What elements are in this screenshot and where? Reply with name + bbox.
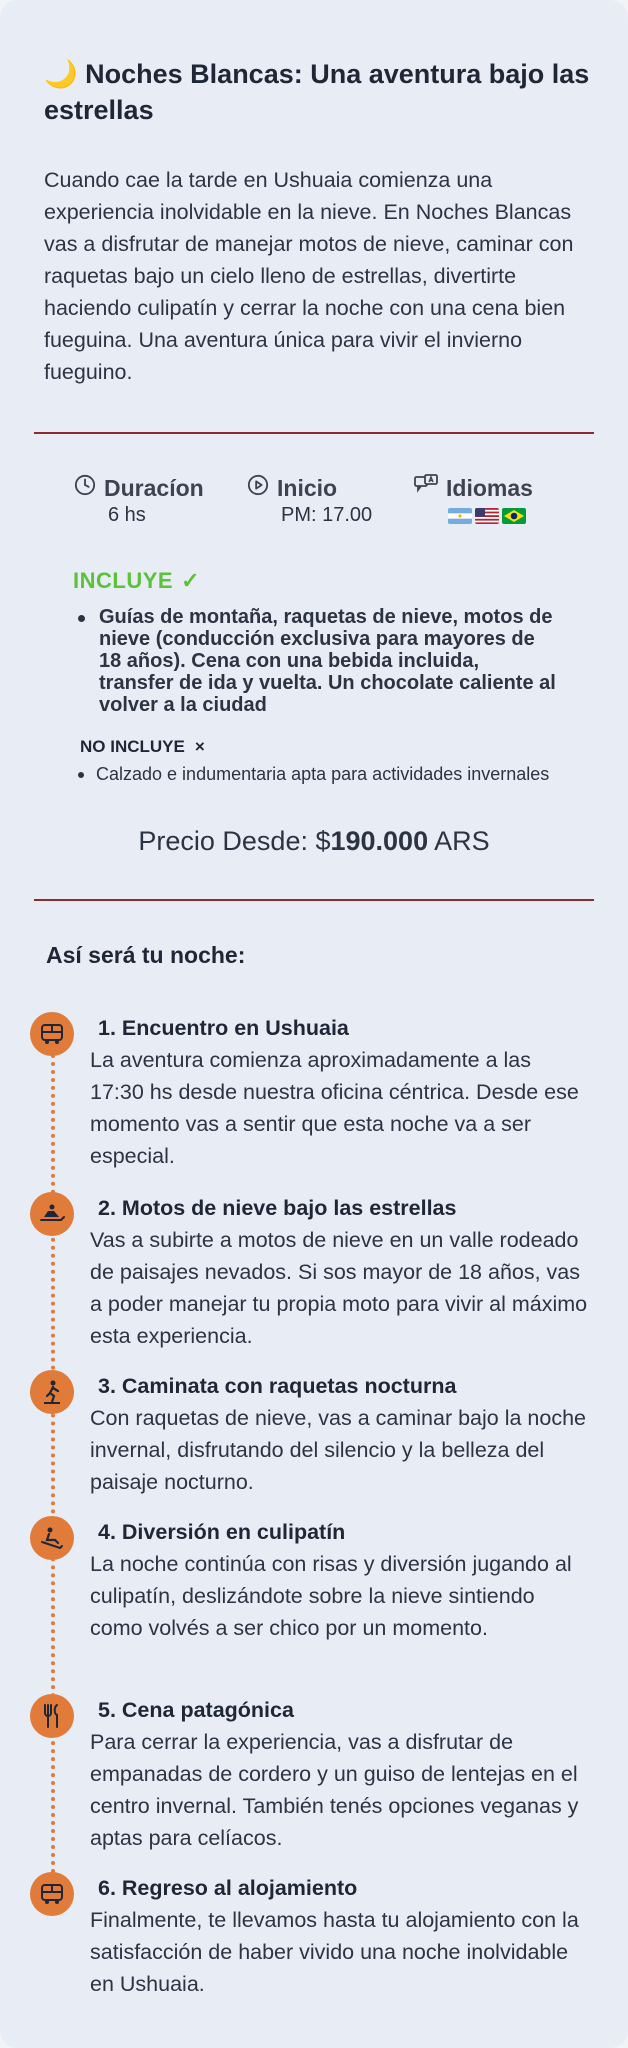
step-text: Con raquetas de nieve, vas a caminar bajo la noche invernal, disfrutando del silencio y la belleza del paisaje nocturno. [90,1406,587,1494]
includes-list [76,606,556,716]
duration-info [74,474,204,527]
sledding-icon [30,1516,74,1560]
divider-bottom [34,899,594,901]
step-title: 3. Caminata con raquetas nocturna [98,1374,457,1398]
bus-icon [30,1872,74,1916]
timeline-line [51,1030,55,1890]
play-circle-icon [247,474,269,502]
step-title: 5. Cena patagónica [98,1698,294,1722]
intro-paragraph: Cuando cae la tarde en Ushuaia comienza una experiencia inolvidable en la nieve. En Noches Blancas vas a disfrutar de manejar motos de nieve, caminar con raquetas bajo un cielo lleno de estrellas, divertirte haciendo culipatín y cerrar la noche con una cena bien fueguina. Una aventura única para vivir el invierno fueguino. [44,168,574,384]
step-text: La aventura comienza aproximadamente a las 17:30 hs desde nuestra oficina céntrica. Desde ese momento vas a sentir que esta noche va a ser especial. [90,1048,579,1168]
translate-icon [414,474,438,502]
start-info [247,474,372,527]
page-title [44,56,604,128]
duration-label: Duracíon [104,474,204,501]
price [0,826,628,857]
usa-flag-icon [475,508,499,524]
step-text: Finalmente, te llevamos hasta tu alojamiento con la satisfacción de haber vivido una noche inolvidable en Ushuaia. [90,1908,579,1996]
clock-icon [74,474,96,502]
cross-icon: × [194,737,205,756]
title-text: Noches Blancas: Una aventura bajo las estrellas [44,59,590,125]
moon-icon: 🌙 [44,59,78,89]
languages-info [414,474,533,524]
argentina-flag-icon [448,508,472,524]
price-label: Precio Desde: $ [138,826,331,856]
bus-icon [30,1012,74,1056]
start-label: Inicio [277,474,338,501]
step-title: 1. Encuentro en Ushuaia [98,1016,349,1040]
itinerary-title: Así será tu noche: [46,942,246,968]
brazil-flag-icon [502,508,526,524]
utensils-icon [30,1694,74,1738]
not-includes-title: NO INCLUYE × [80,737,205,756]
start-value: PM: 17.00 [281,504,373,526]
price-currency: ARS [428,826,490,856]
step-title: 2. Motos de nieve bajo las estrellas [98,1196,457,1220]
check-icon: ✓ [181,568,200,593]
step-title: 6. Regreso al alojamiento [98,1876,358,1900]
step-text: Vas a subirte a motos de nieve en un valle rodeado de paisajes nevados. Si sos mayor de 18 años, vas a poder manejar tu propia moto para vivir al máximo esta experiencia. [90,1228,588,1348]
list-item: Guías de montaña, raquetas de nieve, motos de nieve (conducción exclusiva para mayores de 18 años). Cena con una bebida incluida, transfer de ida y vuelta. Un chocolate caliente al volver a la ciudad [76,606,556,716]
step-title: 4. Diversión en culipatín [98,1520,346,1544]
step-text: Para cerrar la experiencia, vas a disfrutar de empanadas de cordero y un guiso de lentejas en el centro invernal. También tenés opciones veganas y aptas para celíacos. [90,1730,579,1850]
step-text: La noche continúa con risas y diversión jugando al culipatín, deslizándote sobre la nieve sintiendo como volvés a ser chico por un momento. [90,1552,572,1640]
includes-title: INCLUYE ✓ [73,568,200,593]
snowmobile-icon [30,1192,74,1236]
duration-value: 6 hs [108,504,146,526]
list-item: Calzado e indumentaria apta para actividades invernales [76,764,556,785]
snowshoe-hiker-icon [30,1370,74,1414]
languages-label: Idiomas [446,474,533,501]
not-includes-list [76,764,556,785]
divider-top [34,432,594,434]
price-amount: 190.000 [330,826,429,856]
